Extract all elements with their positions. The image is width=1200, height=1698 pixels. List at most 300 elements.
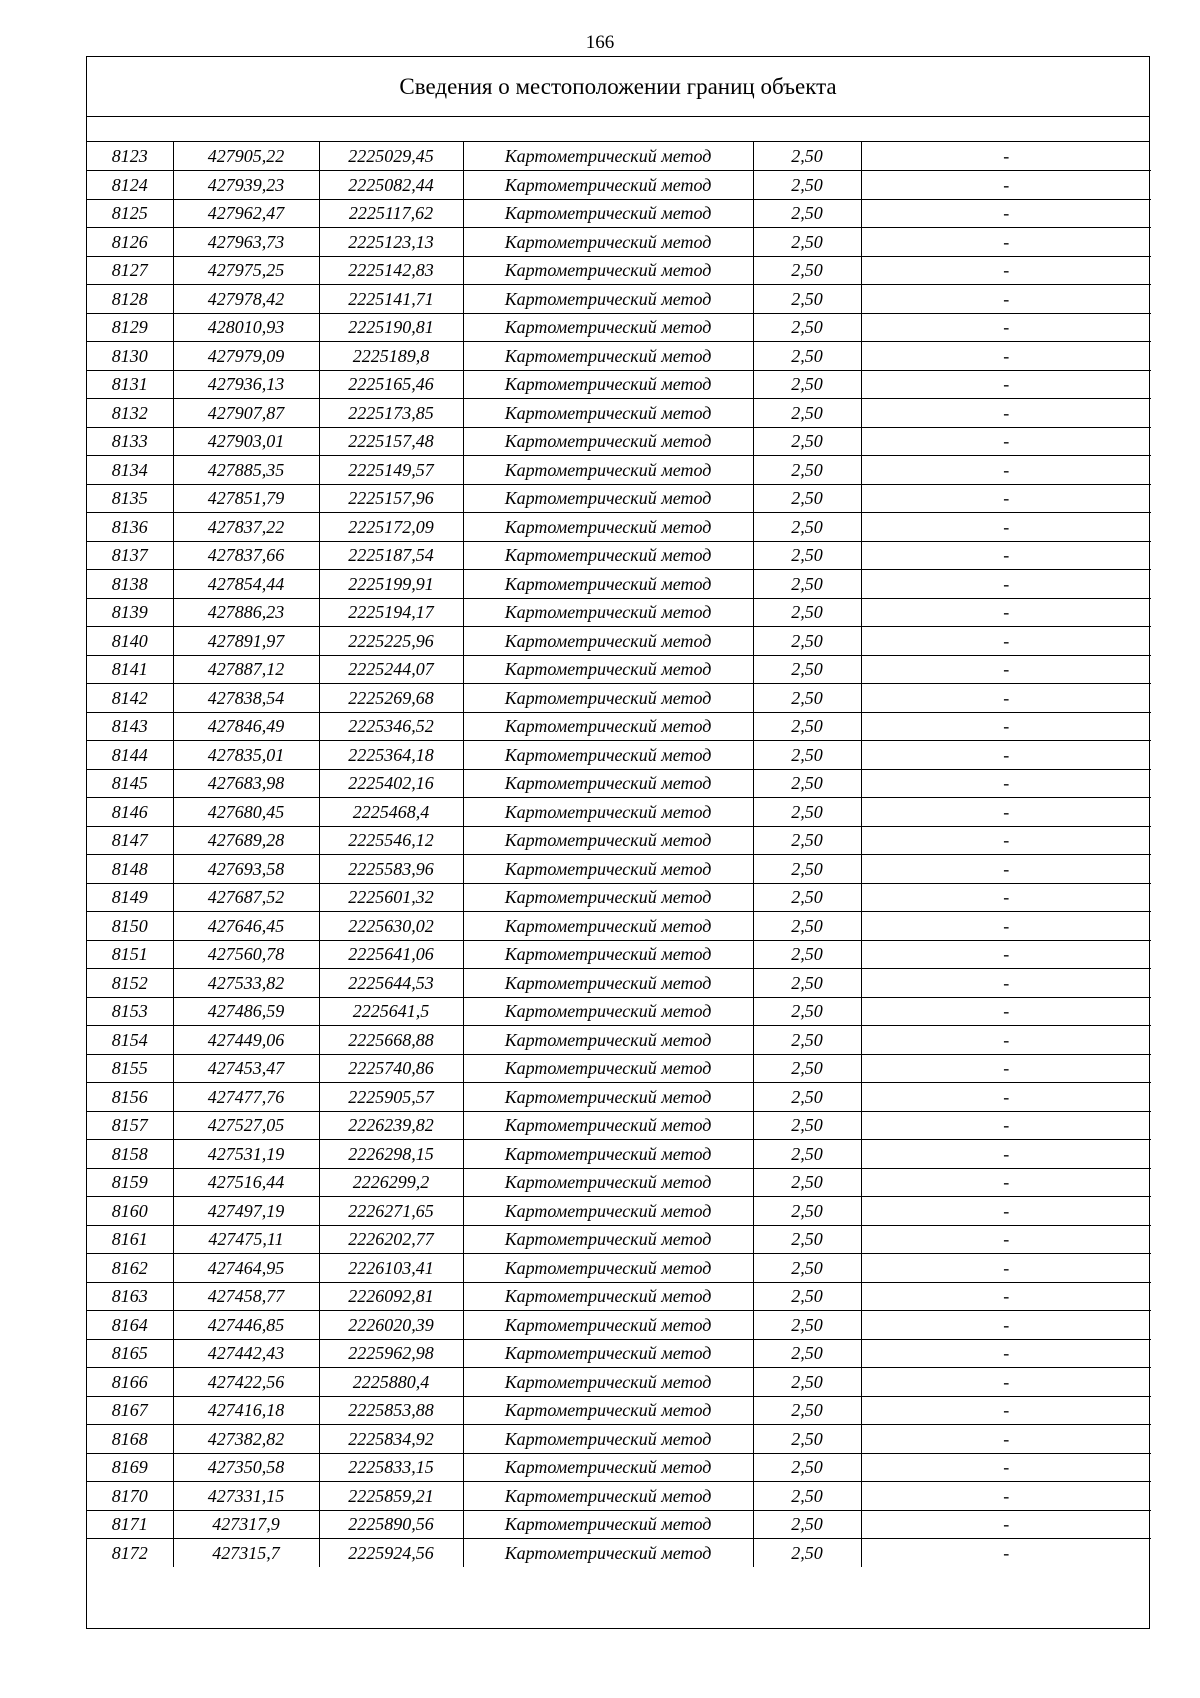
point-number-cell: 8150 — [87, 912, 173, 941]
x-coordinate-cell: 427851,79 — [173, 484, 319, 513]
point-number-cell: 8157 — [87, 1111, 173, 1140]
table-row — [87, 427, 1151, 456]
table-row — [87, 684, 1151, 713]
accuracy-cell: 2,50 — [753, 1111, 861, 1140]
x-coordinate-cell: 427885,35 — [173, 456, 319, 485]
x-coordinate-cell: 427458,77 — [173, 1282, 319, 1311]
accuracy-cell: 2,50 — [753, 940, 861, 969]
accuracy-cell: 2,50 — [753, 712, 861, 741]
description-cell: - — [861, 541, 1151, 570]
x-coordinate-cell: 427350,58 — [173, 1453, 319, 1482]
accuracy-cell: 2,50 — [753, 1396, 861, 1425]
description-cell: - — [861, 883, 1151, 912]
table-row — [87, 1425, 1151, 1454]
point-number-cell: 8128 — [87, 285, 173, 314]
y-coordinate-cell: 2226298,15 — [319, 1140, 463, 1169]
y-coordinate-cell: 2225082,44 — [319, 171, 463, 200]
y-coordinate-cell: 2225644,53 — [319, 969, 463, 998]
method-cell: Картометрический метод — [463, 1311, 753, 1340]
y-coordinate-cell: 2225641,5 — [319, 997, 463, 1026]
x-coordinate-cell: 427683,98 — [173, 769, 319, 798]
table-row — [87, 484, 1151, 513]
x-coordinate-cell: 427837,66 — [173, 541, 319, 570]
point-number-cell: 8155 — [87, 1054, 173, 1083]
x-coordinate-cell: 427477,76 — [173, 1083, 319, 1112]
accuracy-cell: 2,50 — [753, 598, 861, 627]
y-coordinate-cell: 2225630,02 — [319, 912, 463, 941]
x-coordinate-cell: 427315,7 — [173, 1539, 319, 1568]
accuracy-cell: 2,50 — [753, 1368, 861, 1397]
method-cell: Картометрический метод — [463, 427, 753, 456]
point-number-cell: 8135 — [87, 484, 173, 513]
y-coordinate-cell: 2225187,54 — [319, 541, 463, 570]
y-coordinate-cell: 2226299,2 — [319, 1168, 463, 1197]
accuracy-cell: 2,50 — [753, 228, 861, 257]
method-cell: Картометрический метод — [463, 171, 753, 200]
point-number-cell: 8159 — [87, 1168, 173, 1197]
point-number-cell: 8132 — [87, 399, 173, 428]
x-coordinate-cell: 427838,54 — [173, 684, 319, 713]
y-coordinate-cell: 2225157,48 — [319, 427, 463, 456]
method-cell: Картометрический метод — [463, 1510, 753, 1539]
method-cell: Картометрический метод — [463, 826, 753, 855]
method-cell: Картометрический метод — [463, 285, 753, 314]
point-number-cell: 8158 — [87, 1140, 173, 1169]
x-coordinate-cell: 427854,44 — [173, 570, 319, 599]
description-cell: - — [861, 1254, 1151, 1283]
y-coordinate-cell: 2225853,88 — [319, 1396, 463, 1425]
point-number-cell: 8172 — [87, 1539, 173, 1568]
accuracy-cell: 2,50 — [753, 1282, 861, 1311]
x-coordinate-cell: 427846,49 — [173, 712, 319, 741]
coordinates-table-body — [87, 142, 1151, 1567]
accuracy-cell: 2,50 — [753, 1140, 861, 1169]
x-coordinate-cell: 427936,13 — [173, 370, 319, 399]
accuracy-cell: 2,50 — [753, 912, 861, 941]
accuracy-cell: 2,50 — [753, 826, 861, 855]
table-row — [87, 456, 1151, 485]
x-coordinate-cell: 427533,82 — [173, 969, 319, 998]
point-number-cell: 8153 — [87, 997, 173, 1026]
x-coordinate-cell: 427464,95 — [173, 1254, 319, 1283]
x-coordinate-cell: 427497,19 — [173, 1197, 319, 1226]
accuracy-cell: 2,50 — [753, 1225, 861, 1254]
method-cell: Картометрический метод — [463, 570, 753, 599]
method-cell: Картометрический метод — [463, 1254, 753, 1283]
method-cell: Картометрический метод — [463, 1482, 753, 1511]
accuracy-cell: 2,50 — [753, 741, 861, 770]
point-number-cell: 8131 — [87, 370, 173, 399]
description-cell: - — [861, 1368, 1151, 1397]
y-coordinate-cell: 2225189,8 — [319, 342, 463, 371]
description-cell: - — [861, 826, 1151, 855]
y-coordinate-cell: 2225141,71 — [319, 285, 463, 314]
x-coordinate-cell: 428010,93 — [173, 313, 319, 342]
description-cell: - — [861, 1311, 1151, 1340]
method-cell: Картометрический метод — [463, 513, 753, 542]
point-number-cell: 8129 — [87, 313, 173, 342]
x-coordinate-cell: 427689,28 — [173, 826, 319, 855]
method-cell: Картометрический метод — [463, 228, 753, 257]
x-coordinate-cell: 427560,78 — [173, 940, 319, 969]
point-number-cell: 8125 — [87, 199, 173, 228]
y-coordinate-cell: 2225890,56 — [319, 1510, 463, 1539]
x-coordinate-cell: 427693,58 — [173, 855, 319, 884]
table-row — [87, 598, 1151, 627]
description-cell: - — [861, 1510, 1151, 1539]
description-cell: - — [861, 171, 1151, 200]
method-cell: Картометрический метод — [463, 199, 753, 228]
y-coordinate-cell: 2225123,13 — [319, 228, 463, 257]
table-row — [87, 1282, 1151, 1311]
table-row — [87, 1396, 1151, 1425]
point-number-cell: 8144 — [87, 741, 173, 770]
accuracy-cell: 2,50 — [753, 855, 861, 884]
table-row — [87, 285, 1151, 314]
x-coordinate-cell: 427963,73 — [173, 228, 319, 257]
y-coordinate-cell: 2226092,81 — [319, 1282, 463, 1311]
table-row — [87, 1510, 1151, 1539]
table-row — [87, 855, 1151, 884]
table-row — [87, 1168, 1151, 1197]
description-cell: - — [861, 427, 1151, 456]
point-number-cell: 8165 — [87, 1339, 173, 1368]
method-cell: Картометрический метод — [463, 684, 753, 713]
y-coordinate-cell: 2225199,91 — [319, 570, 463, 599]
method-cell: Картометрический метод — [463, 1054, 753, 1083]
point-number-cell: 8162 — [87, 1254, 173, 1283]
coordinates-table — [87, 142, 1151, 1567]
point-number-cell: 8166 — [87, 1368, 173, 1397]
point-number-cell: 8124 — [87, 171, 173, 200]
x-coordinate-cell: 427531,19 — [173, 1140, 319, 1169]
point-number-cell: 8123 — [87, 142, 173, 171]
table-row — [87, 741, 1151, 770]
description-cell: - — [861, 399, 1151, 428]
y-coordinate-cell: 2225859,21 — [319, 1482, 463, 1511]
accuracy-cell: 2,50 — [753, 142, 861, 171]
point-number-cell: 8160 — [87, 1197, 173, 1226]
y-coordinate-cell: 2225029,45 — [319, 142, 463, 171]
description-cell: - — [861, 940, 1151, 969]
y-coordinate-cell: 2225641,06 — [319, 940, 463, 969]
description-cell: - — [861, 1453, 1151, 1482]
point-number-cell: 8146 — [87, 798, 173, 827]
accuracy-cell: 2,50 — [753, 484, 861, 513]
y-coordinate-cell: 2226202,77 — [319, 1225, 463, 1254]
accuracy-cell: 2,50 — [753, 684, 861, 713]
table-row — [87, 1482, 1151, 1511]
point-number-cell: 8145 — [87, 769, 173, 798]
accuracy-cell: 2,50 — [753, 769, 861, 798]
x-coordinate-cell: 427486,59 — [173, 997, 319, 1026]
description-cell: - — [861, 684, 1151, 713]
method-cell: Картометрический метод — [463, 342, 753, 371]
description-cell: - — [861, 997, 1151, 1026]
method-cell: Картометрический метод — [463, 1111, 753, 1140]
method-cell: Картометрический метод — [463, 1083, 753, 1112]
x-coordinate-cell: 427978,42 — [173, 285, 319, 314]
description-cell: - — [861, 285, 1151, 314]
table-row — [87, 199, 1151, 228]
accuracy-cell: 2,50 — [753, 570, 861, 599]
y-coordinate-cell: 2226271,65 — [319, 1197, 463, 1226]
description-cell: - — [861, 570, 1151, 599]
table-row — [87, 712, 1151, 741]
method-cell: Картометрический метод — [463, 940, 753, 969]
point-number-cell: 8126 — [87, 228, 173, 257]
method-cell: Картометрический метод — [463, 627, 753, 656]
y-coordinate-cell: 2226239,82 — [319, 1111, 463, 1140]
y-coordinate-cell: 2225962,98 — [319, 1339, 463, 1368]
method-cell: Картометрический метод — [463, 1425, 753, 1454]
point-number-cell: 8168 — [87, 1425, 173, 1454]
table-row — [87, 1311, 1151, 1340]
table-row — [87, 883, 1151, 912]
point-number-cell: 8136 — [87, 513, 173, 542]
method-cell: Картометрический метод — [463, 1225, 753, 1254]
x-coordinate-cell: 427907,87 — [173, 399, 319, 428]
point-number-cell: 8161 — [87, 1225, 173, 1254]
description-cell: - — [861, 456, 1151, 485]
point-number-cell: 8139 — [87, 598, 173, 627]
accuracy-cell: 2,50 — [753, 513, 861, 542]
accuracy-cell: 2,50 — [753, 1425, 861, 1454]
table-row — [87, 627, 1151, 656]
y-coordinate-cell: 2225905,57 — [319, 1083, 463, 1112]
point-number-cell: 8164 — [87, 1311, 173, 1340]
method-cell: Картометрический метод — [463, 1453, 753, 1482]
method-cell: Картометрический метод — [463, 313, 753, 342]
table-row — [87, 769, 1151, 798]
method-cell: Картометрический метод — [463, 142, 753, 171]
table-row — [87, 997, 1151, 1026]
method-cell: Картометрический метод — [463, 969, 753, 998]
accuracy-cell: 2,50 — [753, 285, 861, 314]
accuracy-cell: 2,50 — [753, 1453, 861, 1482]
x-coordinate-cell: 427446,85 — [173, 1311, 319, 1340]
x-coordinate-cell: 427416,18 — [173, 1396, 319, 1425]
accuracy-cell: 2,50 — [753, 256, 861, 285]
y-coordinate-cell: 2225149,57 — [319, 456, 463, 485]
table-row — [87, 826, 1151, 855]
accuracy-cell: 2,50 — [753, 1168, 861, 1197]
table-row — [87, 1083, 1151, 1112]
header-spacer-row — [87, 117, 1149, 142]
x-coordinate-cell: 427516,44 — [173, 1168, 319, 1197]
description-cell: - — [861, 1168, 1151, 1197]
point-number-cell: 8152 — [87, 969, 173, 998]
method-cell: Картометрический метод — [463, 798, 753, 827]
description-cell: - — [861, 1054, 1151, 1083]
point-number-cell: 8167 — [87, 1396, 173, 1425]
accuracy-cell: 2,50 — [753, 1510, 861, 1539]
method-cell: Картометрический метод — [463, 883, 753, 912]
table-row — [87, 1254, 1151, 1283]
description-cell: - — [861, 342, 1151, 371]
point-number-cell: 8148 — [87, 855, 173, 884]
method-cell: Картометрический метод — [463, 1396, 753, 1425]
y-coordinate-cell: 2225194,17 — [319, 598, 463, 627]
accuracy-cell: 2,50 — [753, 1197, 861, 1226]
accuracy-cell: 2,50 — [753, 199, 861, 228]
method-cell: Картометрический метод — [463, 1197, 753, 1226]
table-row — [87, 342, 1151, 371]
table-title: Сведения о местоположении границ объекта — [87, 57, 1149, 117]
y-coordinate-cell: 2225668,88 — [319, 1026, 463, 1055]
x-coordinate-cell: 427442,43 — [173, 1339, 319, 1368]
x-coordinate-cell: 427382,82 — [173, 1425, 319, 1454]
accuracy-cell: 2,50 — [753, 655, 861, 684]
table-row — [87, 1368, 1151, 1397]
y-coordinate-cell: 2225190,81 — [319, 313, 463, 342]
accuracy-cell: 2,50 — [753, 1026, 861, 1055]
accuracy-cell: 2,50 — [753, 1539, 861, 1568]
y-coordinate-cell: 2225244,07 — [319, 655, 463, 684]
table-row — [87, 256, 1151, 285]
point-number-cell: 8133 — [87, 427, 173, 456]
method-cell: Картометрический метод — [463, 712, 753, 741]
x-coordinate-cell: 427680,45 — [173, 798, 319, 827]
method-cell: Картометрический метод — [463, 541, 753, 570]
point-number-cell: 8156 — [87, 1083, 173, 1112]
point-number-cell: 8127 — [87, 256, 173, 285]
description-cell: - — [861, 712, 1151, 741]
description-cell: - — [861, 1197, 1151, 1226]
description-cell: - — [861, 484, 1151, 513]
point-number-cell: 8138 — [87, 570, 173, 599]
description-cell: - — [861, 513, 1151, 542]
point-number-cell: 8171 — [87, 1510, 173, 1539]
description-cell: - — [861, 1339, 1151, 1368]
x-coordinate-cell: 427475,11 — [173, 1225, 319, 1254]
table-row — [87, 940, 1151, 969]
point-number-cell: 8142 — [87, 684, 173, 713]
accuracy-cell: 2,50 — [753, 399, 861, 428]
x-coordinate-cell: 427979,09 — [173, 342, 319, 371]
table-row — [87, 171, 1151, 200]
x-coordinate-cell: 427453,47 — [173, 1054, 319, 1083]
description-cell: - — [861, 370, 1151, 399]
accuracy-cell: 2,50 — [753, 627, 861, 656]
description-cell: - — [861, 798, 1151, 827]
description-cell: - — [861, 256, 1151, 285]
x-coordinate-cell: 427646,45 — [173, 912, 319, 941]
method-cell: Картометрический метод — [463, 655, 753, 684]
table-row — [87, 798, 1151, 827]
y-coordinate-cell: 2225364,18 — [319, 741, 463, 770]
accuracy-cell: 2,50 — [753, 456, 861, 485]
description-cell: - — [861, 1425, 1151, 1454]
table-row — [87, 1026, 1151, 1055]
accuracy-cell: 2,50 — [753, 541, 861, 570]
description-cell: - — [861, 1083, 1151, 1112]
accuracy-cell: 2,50 — [753, 427, 861, 456]
y-coordinate-cell: 2225269,68 — [319, 684, 463, 713]
table-row — [87, 228, 1151, 257]
point-number-cell: 8137 — [87, 541, 173, 570]
x-coordinate-cell: 427903,01 — [173, 427, 319, 456]
method-cell: Картометрический метод — [463, 1168, 753, 1197]
description-cell: - — [861, 741, 1151, 770]
method-cell: Картометрический метод — [463, 598, 753, 627]
description-cell: - — [861, 1111, 1151, 1140]
table-row — [87, 655, 1151, 684]
y-coordinate-cell: 2225346,52 — [319, 712, 463, 741]
y-coordinate-cell: 2225402,16 — [319, 769, 463, 798]
accuracy-cell: 2,50 — [753, 342, 861, 371]
y-coordinate-cell: 2225165,46 — [319, 370, 463, 399]
table-row — [87, 1339, 1151, 1368]
y-coordinate-cell: 2225740,86 — [319, 1054, 463, 1083]
table-row — [87, 570, 1151, 599]
y-coordinate-cell: 2225880,4 — [319, 1368, 463, 1397]
description-cell: - — [861, 1396, 1151, 1425]
y-coordinate-cell: 2226103,41 — [319, 1254, 463, 1283]
accuracy-cell: 2,50 — [753, 1083, 861, 1112]
table-row — [87, 1111, 1151, 1140]
method-cell: Картометрический метод — [463, 1339, 753, 1368]
description-cell: - — [861, 598, 1151, 627]
y-coordinate-cell: 2225468,4 — [319, 798, 463, 827]
method-cell: Картометрический метод — [463, 912, 753, 941]
table-row — [87, 370, 1151, 399]
accuracy-cell: 2,50 — [753, 1311, 861, 1340]
x-coordinate-cell: 427886,23 — [173, 598, 319, 627]
accuracy-cell: 2,50 — [753, 997, 861, 1026]
description-cell: - — [861, 769, 1151, 798]
x-coordinate-cell: 427837,22 — [173, 513, 319, 542]
method-cell: Картометрический метод — [463, 769, 753, 798]
description-cell: - — [861, 855, 1151, 884]
accuracy-cell: 2,50 — [753, 1482, 861, 1511]
description-cell: - — [861, 1225, 1151, 1254]
accuracy-cell: 2,50 — [753, 313, 861, 342]
accuracy-cell: 2,50 — [753, 370, 861, 399]
accuracy-cell: 2,50 — [753, 1054, 861, 1083]
x-coordinate-cell: 427975,25 — [173, 256, 319, 285]
accuracy-cell: 2,50 — [753, 171, 861, 200]
x-coordinate-cell: 427317,9 — [173, 1510, 319, 1539]
point-number-cell: 8140 — [87, 627, 173, 656]
point-number-cell: 8147 — [87, 826, 173, 855]
y-coordinate-cell: 2225546,12 — [319, 826, 463, 855]
description-cell: - — [861, 1482, 1151, 1511]
y-coordinate-cell: 2225924,56 — [319, 1539, 463, 1568]
description-cell: - — [861, 142, 1151, 171]
description-cell: - — [861, 199, 1151, 228]
table-row — [87, 399, 1151, 428]
description-cell: - — [861, 655, 1151, 684]
point-number-cell: 8163 — [87, 1282, 173, 1311]
method-cell: Картометрический метод — [463, 1282, 753, 1311]
method-cell: Картометрический метод — [463, 855, 753, 884]
method-cell: Картометрический метод — [463, 456, 753, 485]
method-cell: Картометрический метод — [463, 1368, 753, 1397]
point-number-cell: 8170 — [87, 1482, 173, 1511]
y-coordinate-cell: 2225142,83 — [319, 256, 463, 285]
table-row — [87, 541, 1151, 570]
x-coordinate-cell: 427962,47 — [173, 199, 319, 228]
x-coordinate-cell: 427939,23 — [173, 171, 319, 200]
method-cell: Картометрический метод — [463, 741, 753, 770]
method-cell: Картометрический метод — [463, 370, 753, 399]
method-cell: Картометрический метод — [463, 1140, 753, 1169]
point-number-cell: 8134 — [87, 456, 173, 485]
x-coordinate-cell: 427687,52 — [173, 883, 319, 912]
method-cell: Картометрический метод — [463, 997, 753, 1026]
y-coordinate-cell: 2225173,85 — [319, 399, 463, 428]
